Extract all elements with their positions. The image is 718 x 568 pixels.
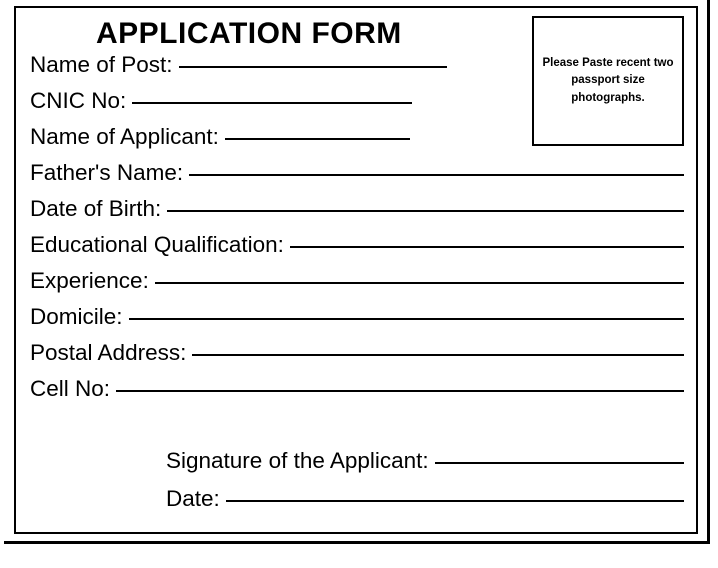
field-label-cell-no: Cell No: bbox=[30, 375, 111, 401]
field-row-signature bbox=[166, 447, 684, 488]
field-label-cnic-no: CNIC No: bbox=[30, 87, 127, 113]
field-row-cnic-no bbox=[30, 87, 684, 126]
field-row-fathers-name bbox=[30, 159, 684, 198]
field-label-signature: Signature of the Applicant: bbox=[166, 447, 429, 473]
field-label-fathers-name: Father's Name: bbox=[30, 159, 184, 185]
field-input-cell-no[interactable] bbox=[116, 390, 684, 392]
field-input-fathers-name[interactable] bbox=[189, 174, 684, 176]
field-row-postal-address bbox=[30, 339, 684, 378]
field-label-date-of-birth: Date of Birth: bbox=[30, 195, 162, 221]
field-label-name-of-post: Name of Post: bbox=[30, 51, 173, 77]
field-input-domicile[interactable] bbox=[129, 318, 684, 320]
field-input-date[interactable] bbox=[226, 500, 684, 502]
field-input-cnic-no[interactable] bbox=[132, 102, 412, 104]
field-row-domicile bbox=[30, 303, 684, 342]
field-row-date-of-birth bbox=[30, 195, 684, 234]
field-label-postal-address: Postal Address: bbox=[30, 339, 187, 365]
field-input-signature[interactable] bbox=[435, 462, 684, 464]
field-row-experience bbox=[30, 267, 684, 306]
application-form-box bbox=[14, 6, 698, 534]
field-label-domicile: Domicile: bbox=[30, 303, 123, 329]
field-row-cell-no bbox=[30, 375, 684, 414]
field-input-name-of-post[interactable] bbox=[179, 66, 447, 68]
signature-block bbox=[30, 447, 684, 526]
field-row-educational-qualification bbox=[30, 231, 684, 270]
field-label-date: Date: bbox=[166, 485, 220, 511]
field-label-experience: Experience: bbox=[30, 267, 149, 293]
field-input-date-of-birth[interactable] bbox=[167, 210, 684, 212]
form-fields bbox=[30, 51, 684, 414]
field-row-date bbox=[166, 485, 684, 526]
field-row-name-of-applicant bbox=[30, 123, 684, 162]
field-label-name-of-applicant: Name of Applicant: bbox=[30, 123, 219, 149]
field-input-educational-qualification[interactable] bbox=[290, 246, 684, 248]
field-input-postal-address[interactable] bbox=[192, 354, 684, 356]
form-title: APPLICATION FORM bbox=[96, 17, 402, 50]
form-inner bbox=[16, 8, 696, 532]
photograph-instruction-text: Please Paste recent two passport size photographs. bbox=[542, 57, 674, 104]
field-input-experience[interactable] bbox=[155, 282, 684, 284]
field-input-name-of-applicant[interactable] bbox=[225, 138, 410, 140]
field-label-educational-qualification: Educational Qualification: bbox=[30, 231, 284, 257]
field-row-name-of-post bbox=[30, 51, 684, 90]
